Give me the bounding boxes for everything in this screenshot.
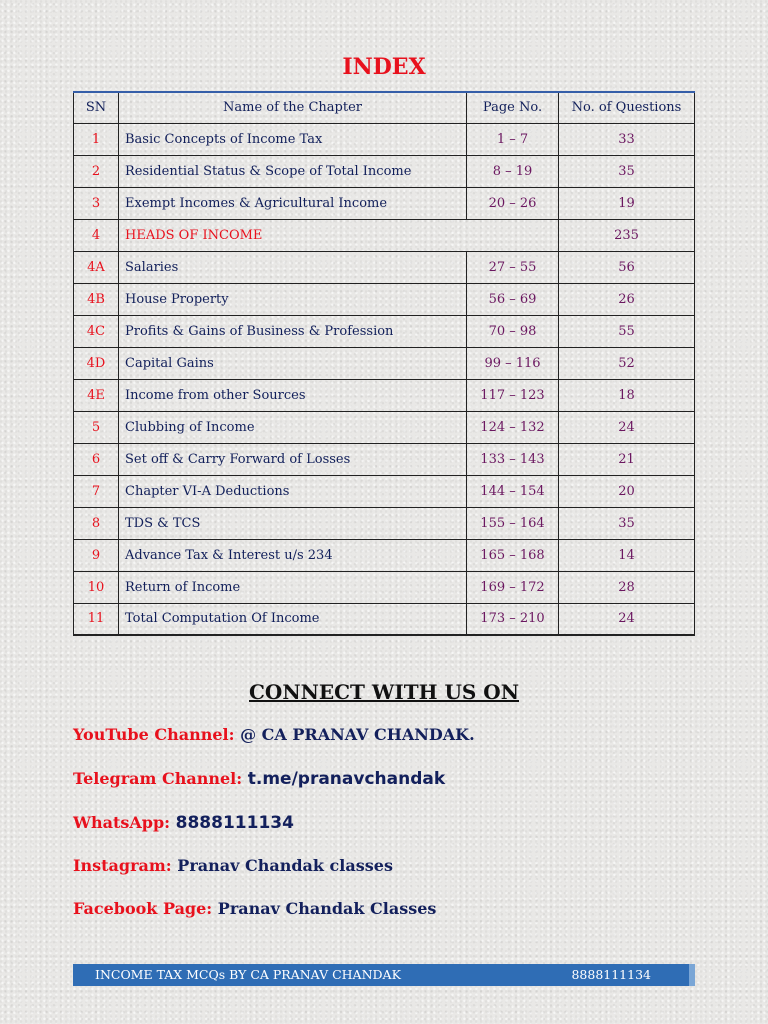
facebook-link[interactable]: Pranav Chandak Classes: [217, 899, 437, 918]
row-sn: 6: [74, 443, 119, 475]
table-row: [74, 507, 695, 539]
row-pages: 20 – 26: [467, 187, 559, 219]
row-pages: 56 – 69: [467, 283, 559, 315]
header-questions: No. of Questions: [559, 92, 695, 123]
row-sn: 3: [74, 187, 119, 219]
row-pages: 8 – 19: [467, 155, 559, 187]
row-chapter: Set off & Carry Forward of Losses: [119, 443, 467, 475]
row-chapter: House Property: [119, 283, 467, 315]
table-row: [74, 187, 695, 219]
row-questions: 20: [559, 475, 695, 507]
row-pages: 144 – 154: [467, 475, 559, 507]
instagram-link[interactable]: Pranav Chandak classes: [177, 856, 393, 875]
row-chapter: TDS & TCS: [119, 507, 467, 539]
row-chapter: Basic Concepts of Income Tax: [119, 123, 467, 155]
row-sn: 10: [74, 571, 119, 603]
row-pages: 27 – 55: [467, 251, 559, 283]
row-chapter: Exempt Incomes & Agricultural Income: [119, 187, 467, 219]
instagram-line: [73, 856, 393, 875]
row-sn: 4: [74, 219, 119, 251]
table-row: [74, 603, 695, 635]
connect-heading: CONNECT WITH US ON: [248, 680, 520, 704]
row-sn: 1: [74, 123, 119, 155]
row-sn: 9: [74, 539, 119, 571]
row-pages: 133 – 143: [467, 443, 559, 475]
row-questions: 18: [559, 379, 695, 411]
header-sn: SN: [74, 92, 119, 123]
youtube-link[interactable]: @ CA PRANAV CHANDAK.: [240, 725, 475, 744]
row-pages: 155 – 164: [467, 507, 559, 539]
row-questions: 35: [559, 507, 695, 539]
row-questions: 24: [559, 411, 695, 443]
row-chapter: Advance Tax & Interest u/s 234: [119, 539, 467, 571]
table-row: [74, 347, 695, 379]
index-table: [73, 91, 695, 636]
row-chapter: Return of Income: [119, 571, 467, 603]
row-chapter: Residential Status & Scope of Total Income: [119, 155, 467, 187]
table-row: [74, 379, 695, 411]
table-row: [74, 251, 695, 283]
row-pages: 165 – 168: [467, 539, 559, 571]
row-pages: 1 – 7: [467, 123, 559, 155]
row-pages: 124 – 132: [467, 411, 559, 443]
facebook-line: [73, 899, 436, 918]
row-questions: 21: [559, 443, 695, 475]
row-chapter: Salaries: [119, 251, 467, 283]
row-sn: 5: [74, 411, 119, 443]
row-chapter: Profits & Gains of Business & Profession: [119, 315, 467, 347]
row-questions: 19: [559, 187, 695, 219]
row-sn: 4B: [74, 283, 119, 315]
footer-phone: 8888111134: [571, 967, 651, 982]
row-sn: 2: [74, 155, 119, 187]
whatsapp-line: [73, 813, 294, 833]
facebook-label: Facebook Page:: [73, 899, 213, 918]
whatsapp-label: WhatsApp:: [73, 813, 171, 832]
table-row: [74, 475, 695, 507]
telegram-label: Telegram Channel:: [73, 769, 243, 788]
instagram-label: Instagram:: [73, 856, 172, 875]
table-row: [74, 155, 695, 187]
row-chapter: HEADS OF INCOME: [119, 219, 559, 251]
row-chapter: Chapter VI-A Deductions: [119, 475, 467, 507]
table-row: [74, 283, 695, 315]
row-questions: 28: [559, 571, 695, 603]
header-page: Page No.: [467, 92, 559, 123]
row-questions: 26: [559, 283, 695, 315]
table-row: [74, 571, 695, 603]
row-questions: 24: [559, 603, 695, 635]
row-sn: 11: [74, 603, 119, 635]
row-questions: 52: [559, 347, 695, 379]
row-chapter: Clubbing of Income: [119, 411, 467, 443]
row-sn: 4D: [74, 347, 119, 379]
table-row: [74, 219, 695, 251]
row-chapter: Income from other Sources: [119, 379, 467, 411]
row-questions: 56: [559, 251, 695, 283]
table-row: [74, 539, 695, 571]
row-sn: 4E: [74, 379, 119, 411]
row-pages: 99 – 116: [467, 347, 559, 379]
row-pages: 173 – 210: [467, 603, 559, 635]
row-chapter: Total Computation Of Income: [119, 603, 467, 635]
row-questions: 14: [559, 539, 695, 571]
telegram-line: [73, 769, 445, 789]
row-pages: 169 – 172: [467, 571, 559, 603]
row-questions: 55: [559, 315, 695, 347]
row-sn: 4C: [74, 315, 119, 347]
table-row: [74, 315, 695, 347]
header-chapter: Name of the Chapter: [119, 92, 467, 123]
youtube-line: [73, 725, 475, 744]
table-row: [74, 123, 695, 155]
row-questions: 33: [559, 123, 695, 155]
footer-title: INCOME TAX MCQs BY CA PRANAV CHANDAK: [95, 967, 401, 982]
row-chapter: Capital Gains: [119, 347, 467, 379]
row-sn: 7: [74, 475, 119, 507]
table-row: [74, 443, 695, 475]
telegram-link[interactable]: t.me/pranavchandak: [247, 769, 446, 789]
youtube-label: YouTube Channel:: [73, 725, 235, 744]
row-pages: 70 – 98: [467, 315, 559, 347]
whatsapp-number[interactable]: 8888111134: [175, 813, 294, 833]
row-questions: 235: [559, 219, 695, 251]
row-questions: 35: [559, 155, 695, 187]
table-header-row: [74, 92, 695, 123]
row-sn: 4A: [74, 251, 119, 283]
row-pages: 117 – 123: [467, 379, 559, 411]
page-title: INDEX: [342, 54, 426, 80]
row-sn: 8: [74, 507, 119, 539]
table-row: [74, 411, 695, 443]
page-footer: [73, 964, 695, 986]
